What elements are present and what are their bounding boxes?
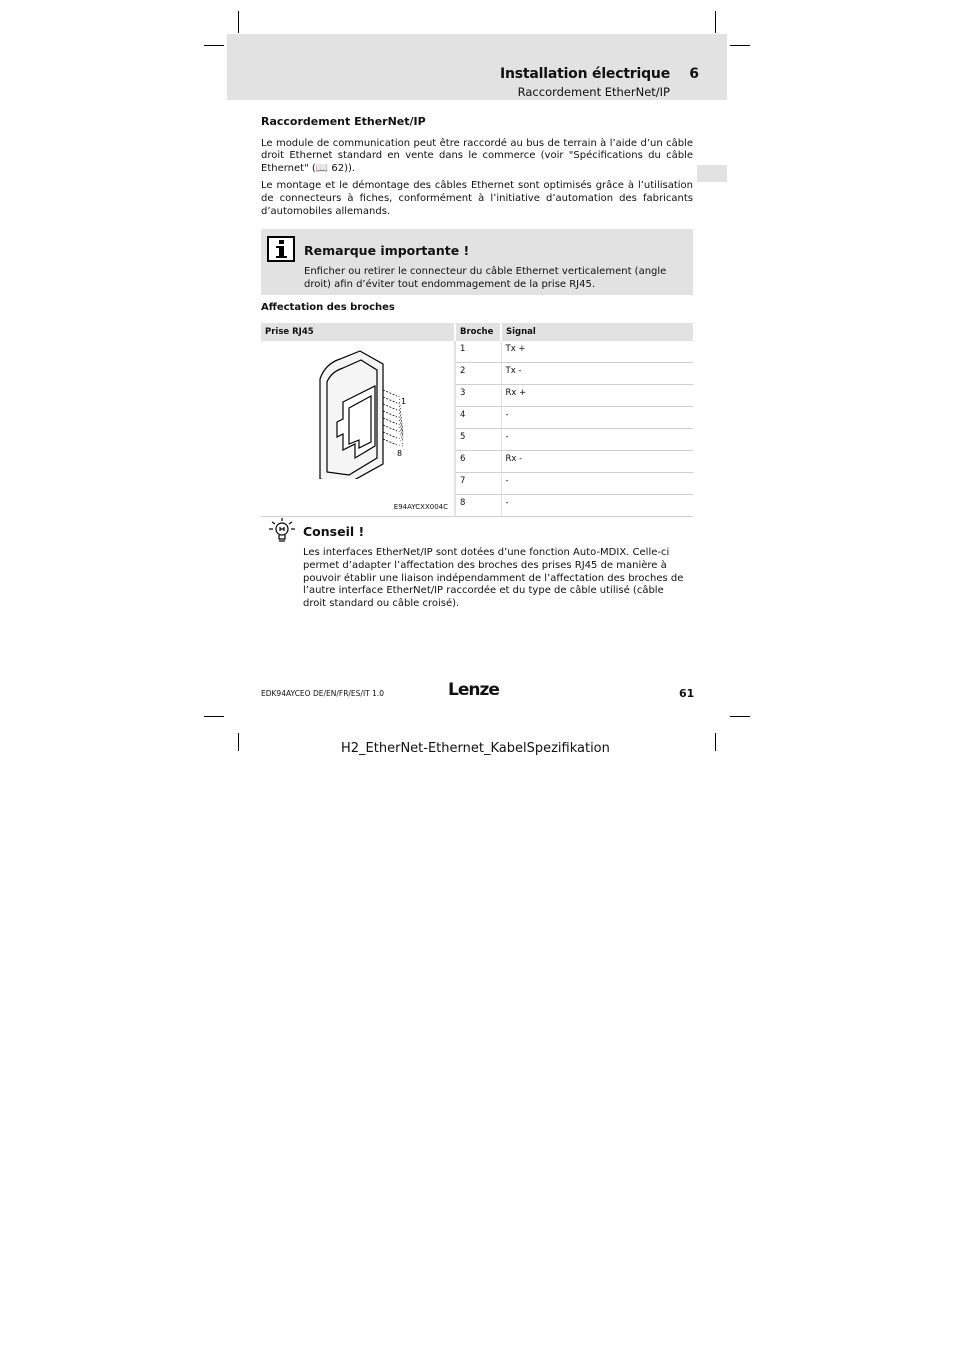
- figure-pin-label: 1: [401, 397, 407, 406]
- document-code: EDK94AYCEO DE/EN/FR/ES/IT 1.0: [261, 689, 385, 698]
- pin-number: 2: [455, 363, 501, 385]
- pin-number: 1: [455, 341, 501, 363]
- pin-number: 3: [455, 385, 501, 407]
- header-subtitle: Raccordement EtherNet/IP: [517, 85, 670, 99]
- crop-mark: [730, 716, 750, 717]
- pin-signal: -: [501, 473, 693, 495]
- rj45-figure-cell: [261, 341, 455, 517]
- lightbulb-icon: [266, 515, 296, 545]
- tip-text: Les interfaces EtherNet/IP sont dotées d’une fonction Auto-MDIX. Celle-ci permet d’adapter l’affectation des broches des prises RJ45 de manière à pouvoir établir une liaison indépendamment de l’affectation des broches de l’autre interface EtherNet/IP raccordée et du type de câble utilisé (câble droit standard ou câble croisé).: [303, 547, 684, 610]
- pin-number: 4: [455, 407, 501, 429]
- note-title: Remarque importante !: [304, 243, 470, 258]
- pin-number: 7: [455, 473, 501, 495]
- header-title: Installation électrique: [499, 66, 670, 82]
- chapter-number: 6: [689, 66, 699, 82]
- pin-signal: -: [501, 407, 693, 429]
- page-header: [227, 34, 727, 100]
- paragraph: Le module de communication peut être raccordé au bus de terrain à l’aide d’un câble droit Ethernet standard en vente dans le commerce (voir "Spécifications du câble Ethernet" (📖 62)).: [261, 137, 693, 174]
- pin-assignment-table: [261, 323, 693, 517]
- column-header: Broche: [455, 323, 501, 341]
- pin-signal: Tx +: [501, 341, 693, 363]
- crop-mark: [730, 45, 750, 46]
- pin-assignment-title: Affectation des broches: [261, 302, 395, 313]
- info-icon: [267, 236, 295, 262]
- important-note-box: [261, 229, 693, 295]
- pin-number: 8: [455, 495, 501, 517]
- column-header: Prise RJ45: [261, 323, 455, 341]
- pin-signal: Rx +: [501, 385, 693, 407]
- table-row: [261, 341, 693, 363]
- section-body: [261, 116, 693, 218]
- crop-mark: [204, 45, 224, 46]
- tip-title: Conseil !: [303, 524, 365, 539]
- pin-number: 5: [455, 429, 501, 451]
- figure-caption: E94AYCXX004C: [393, 503, 448, 511]
- note-text: Enficher ou retirer le connecteur du câble Ethernet verticalement (angle droit) afin d’éviter tout endommagement de la prise RJ45.: [304, 266, 667, 290]
- pin-number: 6: [455, 451, 501, 473]
- lenze-logo: Lenze: [448, 680, 499, 700]
- crop-mark: [204, 716, 224, 717]
- rj45-socket-drawing: [265, 344, 450, 479]
- column-header: Signal: [501, 323, 693, 341]
- pin-signal: Rx -: [501, 451, 693, 473]
- paragraph: Le montage et le démontage des câbles Ethernet sont optimisés grâce à l’utilisation de connecteurs à fiches, conformément à l’initiative d’automation des fabricants d’automobiles allemands.: [261, 180, 693, 217]
- pin-signal: -: [501, 429, 693, 451]
- crop-mark: [715, 733, 716, 751]
- pin-signal: Tx -: [501, 363, 693, 385]
- page-number: 61: [679, 687, 695, 700]
- section-title: Raccordement EtherNet/IP: [261, 115, 426, 128]
- figure-pin-label: 8: [397, 449, 403, 458]
- crop-mark: [238, 11, 239, 33]
- crop-mark: [238, 733, 239, 751]
- chapter-side-tab: [697, 165, 727, 182]
- pin-signal: -: [501, 495, 693, 517]
- crop-mark: [715, 11, 716, 33]
- file-label: H2_EtherNet-Ethernet_KabelSpezifikation: [341, 741, 610, 756]
